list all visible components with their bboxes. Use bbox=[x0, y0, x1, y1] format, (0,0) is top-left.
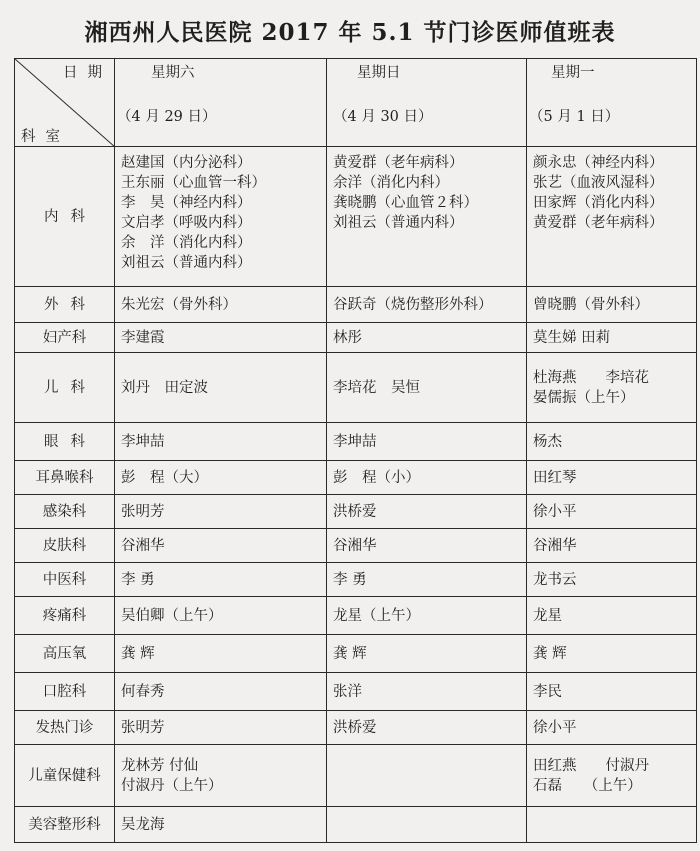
doctor-entry: 李 勇 bbox=[121, 571, 155, 588]
duty-cell bbox=[327, 461, 527, 495]
doctor-entry: 谷湘华 bbox=[533, 537, 577, 554]
doctor-entry: 莫生娣 田莉 bbox=[533, 329, 611, 346]
dept-name: 皮肤科 bbox=[15, 529, 115, 563]
page-title: 湘西州人民医院 2017 年 5.1 节门诊医师值班表 bbox=[84, 19, 616, 46]
table-row bbox=[15, 287, 697, 323]
doctor-entry: 李坤喆 bbox=[121, 433, 165, 450]
doctor-entry: 洪桥爱 bbox=[333, 719, 377, 736]
duty-cell bbox=[527, 745, 697, 807]
duty-cell bbox=[115, 287, 327, 323]
table-body bbox=[15, 59, 697, 843]
doctor-entry: 龚 辉 bbox=[333, 645, 367, 662]
doctor-entry: 李民 bbox=[533, 683, 562, 700]
doctor-entry: 谷湘华 bbox=[121, 537, 165, 554]
doctor-entry: 文启孝（呼吸内科） bbox=[121, 215, 252, 231]
duty-cell bbox=[527, 711, 697, 745]
duty-cell bbox=[115, 711, 327, 745]
doctor-entry: 张洋 bbox=[333, 683, 362, 700]
doctor-entry: 田红燕 付淑丹 bbox=[533, 757, 649, 774]
table-row bbox=[15, 745, 697, 807]
doctor-entry: 龙书云 bbox=[533, 571, 577, 588]
doctor-entry: 彭 程（大） bbox=[121, 469, 208, 486]
table-row bbox=[15, 807, 697, 843]
table-row bbox=[15, 147, 697, 287]
header-row bbox=[15, 59, 697, 147]
duty-cell bbox=[527, 673, 697, 711]
table-row bbox=[15, 323, 697, 353]
table-row bbox=[15, 673, 697, 711]
day-date: （4 月 30 日） bbox=[333, 109, 433, 125]
duty-cell bbox=[115, 353, 327, 423]
duty-cell bbox=[115, 745, 327, 807]
doctor-entry: 龙星（上午） bbox=[333, 607, 420, 624]
duty-cell bbox=[327, 673, 527, 711]
duty-cell bbox=[327, 423, 527, 461]
doctor-entry: 刘丹 田定波 bbox=[121, 379, 208, 396]
table-row bbox=[15, 461, 697, 495]
dept-name: 口腔科 bbox=[15, 673, 115, 711]
dept-name: 疼痛科 bbox=[15, 597, 115, 635]
dept-name: 内科 bbox=[15, 147, 115, 287]
duty-cell bbox=[115, 563, 327, 597]
doctor-entry: 赵建国（内分泌科） bbox=[121, 155, 252, 171]
duty-cell bbox=[115, 423, 327, 461]
doctor-entry: 何春秀 bbox=[121, 683, 165, 700]
duty-cell bbox=[115, 147, 327, 287]
table-row bbox=[15, 563, 697, 597]
doctor-entry: 王东丽（心血管一科） bbox=[121, 175, 266, 191]
duty-cell bbox=[115, 461, 327, 495]
dept-name: 妇产科 bbox=[15, 323, 115, 353]
doctor-entry: 李 昊（神经内科） bbox=[121, 195, 252, 211]
duty-cell bbox=[327, 495, 527, 529]
dept-name: 耳鼻喉科 bbox=[15, 461, 115, 495]
doctor-entry: 余洋（消化内科） bbox=[333, 175, 449, 191]
duty-cell bbox=[527, 635, 697, 673]
duty-cell bbox=[115, 529, 327, 563]
table-row bbox=[15, 711, 697, 745]
doctor-entry: 李 勇 bbox=[333, 571, 367, 588]
doctor-entry: 杜海燕 李培花 bbox=[533, 369, 649, 386]
day-name: 星期一 bbox=[551, 65, 595, 81]
duty-cell bbox=[115, 635, 327, 673]
day-header-mon bbox=[527, 59, 697, 147]
doctor-entry: 谷湘华 bbox=[333, 537, 377, 554]
duty-cell bbox=[527, 807, 697, 843]
day-name: 星期日 bbox=[357, 65, 401, 81]
doctor-entry: 谷跃奇（烧伤整形外科） bbox=[333, 296, 493, 313]
duty-cell bbox=[527, 287, 697, 323]
doctor-entry: 黄爱群（老年病科） bbox=[333, 155, 464, 171]
duty-cell bbox=[115, 495, 327, 529]
duty-cell bbox=[327, 597, 527, 635]
doctor-entry: 张明芳 bbox=[121, 719, 165, 736]
day-header-sun bbox=[327, 59, 527, 147]
doctor-entry: 徐小平 bbox=[533, 719, 577, 736]
duty-cell bbox=[327, 353, 527, 423]
dept-name: 感染科 bbox=[15, 495, 115, 529]
doctor-entry: 彭 程（小） bbox=[333, 469, 420, 486]
duty-cell bbox=[327, 635, 527, 673]
duty-cell bbox=[327, 807, 527, 843]
dept-name: 儿童保健科 bbox=[15, 745, 115, 807]
duty-cell bbox=[327, 745, 527, 807]
doctor-entry: 张明芳 bbox=[121, 503, 165, 520]
doctor-entry: 刘祖云（普通内科） bbox=[333, 215, 464, 231]
doctor-entry: 龚晓鹏（心血管２科） bbox=[333, 195, 478, 211]
doctor-entry: 吴龙海 bbox=[121, 816, 165, 833]
duty-cell bbox=[527, 423, 697, 461]
duty-cell bbox=[527, 529, 697, 563]
doctor-entry: 龚 辉 bbox=[121, 645, 155, 662]
doctor-entry: 刘祖云（普通内科） bbox=[121, 255, 252, 271]
dept-name: 儿科 bbox=[15, 353, 115, 423]
duty-cell bbox=[527, 495, 697, 529]
duty-cell bbox=[327, 563, 527, 597]
duty-cell bbox=[527, 563, 697, 597]
duty-cell bbox=[327, 711, 527, 745]
doctor-entry: 徐小平 bbox=[533, 503, 577, 520]
doctor-entry: 田家辉（消化内科） bbox=[533, 195, 664, 211]
doctor-entry: 杨杰 bbox=[533, 433, 562, 450]
duty-cell bbox=[115, 323, 327, 353]
doctor-entry: 张艺（血液风湿科） bbox=[533, 175, 664, 191]
duty-cell bbox=[327, 529, 527, 563]
doctor-entry: 龚 辉 bbox=[533, 645, 567, 662]
day-date: （5 月 1 日） bbox=[529, 109, 620, 125]
dept-name: 中医科 bbox=[15, 563, 115, 597]
doctor-entry: 田红琴 bbox=[533, 469, 577, 486]
dept-name: 美容整形科 bbox=[15, 807, 115, 843]
duty-cell bbox=[115, 673, 327, 711]
table-row bbox=[15, 529, 697, 563]
duty-cell bbox=[327, 147, 527, 287]
dept-name: 眼科 bbox=[15, 423, 115, 461]
corner-date-label: 日期 bbox=[63, 65, 112, 81]
duty-cell bbox=[115, 597, 327, 635]
duty-cell bbox=[527, 147, 697, 287]
doctor-entry: 林彤 bbox=[333, 329, 362, 346]
day-header-sat bbox=[115, 59, 327, 147]
doctor-entry: 洪桥爱 bbox=[333, 503, 377, 520]
doctor-entry: 余 洋（消化内科） bbox=[121, 235, 252, 251]
doctor-entry: 晏儒振（上午） bbox=[533, 389, 635, 406]
doctor-entry: 龙林芳 付仙 bbox=[121, 757, 199, 774]
duty-cell bbox=[327, 323, 527, 353]
table-row bbox=[15, 597, 697, 635]
doctor-entry: 李培花 吴恒 bbox=[333, 379, 420, 396]
doctor-entry: 石磊 （上午） bbox=[533, 777, 642, 794]
dept-name: 外科 bbox=[15, 287, 115, 323]
doctor-entry: 龙星 bbox=[533, 607, 562, 624]
duty-cell bbox=[327, 287, 527, 323]
table-row bbox=[15, 495, 697, 529]
duty-cell bbox=[115, 807, 327, 843]
table-row bbox=[15, 635, 697, 673]
duty-cell bbox=[527, 323, 697, 353]
doctor-entry: 黄爱群（老年病科） bbox=[533, 215, 664, 231]
table-row bbox=[15, 353, 697, 423]
doctor-entry: 付淑丹（上午） bbox=[121, 777, 223, 794]
table-row bbox=[15, 423, 697, 461]
doctor-entry: 李坤喆 bbox=[333, 433, 377, 450]
dept-name: 发热门诊 bbox=[15, 711, 115, 745]
duty-cell bbox=[527, 461, 697, 495]
day-name: 星期六 bbox=[151, 65, 195, 81]
doctor-entry: 曾晓鹏（骨外科） bbox=[533, 296, 649, 313]
corner-header bbox=[15, 59, 115, 147]
duty-schedule-table bbox=[14, 58, 697, 843]
doctor-entry: 朱光宏（骨外科） bbox=[121, 296, 237, 313]
duty-cell bbox=[527, 597, 697, 635]
doctor-entry: 颜永忠（神经内科） bbox=[533, 155, 664, 171]
day-date: （4 月 29 日） bbox=[117, 109, 217, 125]
doctor-entry: 吴伯卿（上午） bbox=[121, 607, 223, 624]
corner-dept-label: 科室 bbox=[21, 129, 70, 145]
doctor-entry: 李建霞 bbox=[121, 329, 165, 346]
dept-name: 高压氧 bbox=[15, 635, 115, 673]
duty-cell bbox=[527, 353, 697, 423]
